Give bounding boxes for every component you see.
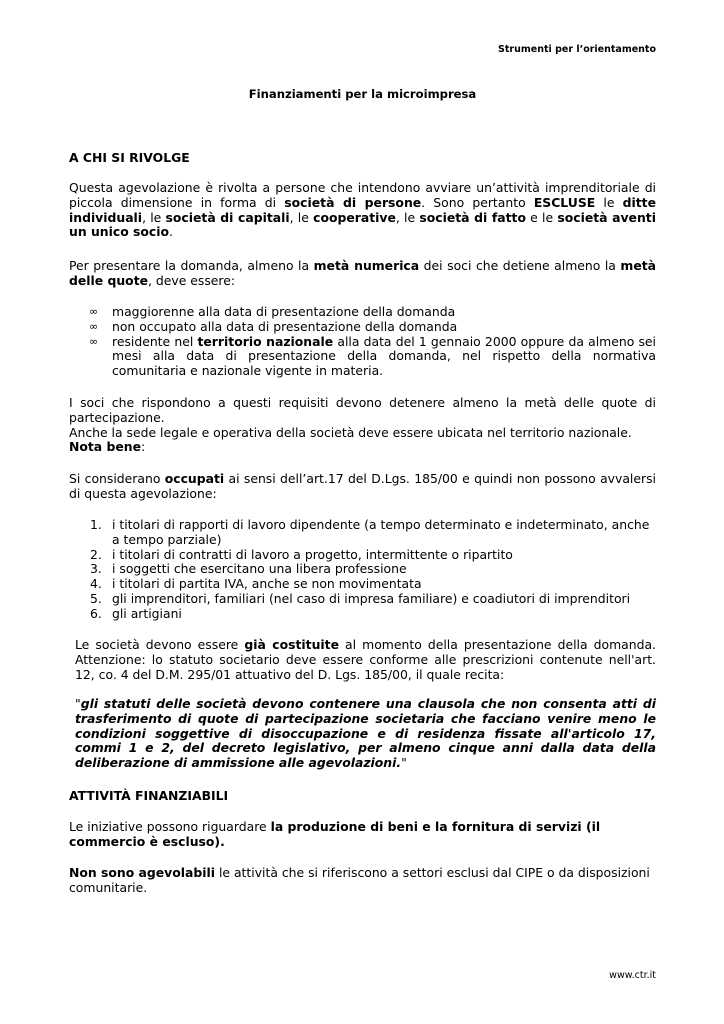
bold-text: ditte individuali: [69, 194, 656, 225]
list-number: 3.: [90, 561, 102, 577]
text-run: residente nel: [112, 333, 198, 349]
bold-text: cooperative: [313, 209, 396, 225]
list-item-text: i titolari di contratti di lavoro a progetto, intermittente o ripartito: [112, 546, 513, 562]
paragraph-occupati: [69, 472, 656, 502]
bold-text: territorio nazionale: [197, 333, 334, 349]
text-run: Si considerano: [69, 471, 165, 486]
section-heading-attivita-finanziabili: ATTIVITÀ FINANZIABILI: [69, 788, 229, 803]
nota-bene-label: Nota bene: [69, 439, 141, 455]
list-item: [90, 517, 656, 548]
bold-text: Non sono agevolabili: [69, 865, 215, 880]
text-run: maggiorenne alla data di presentazione della domanda: [112, 304, 456, 319]
text-run: le attività che si riferiscono a settori esclusi dal CIPE o da disposizioni comunitarie.: [69, 865, 650, 895]
paragraph-intro: [69, 181, 656, 240]
nota-bene: Nota bene:: [69, 439, 146, 455]
paragraph-iniziative: [69, 820, 656, 850]
list-item: [89, 304, 656, 320]
text-run: Le società devono essere: [75, 637, 245, 652]
list-item: [90, 561, 656, 577]
paragraph-requirements: [69, 259, 656, 289]
text-line: Anche la sede legale e operativa della società deve essere ubicata nel territorio nazionale.: [69, 424, 632, 440]
list-number: 6.: [90, 605, 102, 621]
text-run: , le: [142, 209, 166, 225]
text-run: , le: [395, 209, 420, 225]
list-item: [90, 576, 656, 592]
list-item: [90, 605, 656, 622]
running-header: Strumenti per l’orientamento: [498, 44, 656, 55]
list-item: [90, 546, 656, 563]
list-number: 2.: [90, 546, 102, 562]
text-line: I soci che rispondono a questi requisiti devono detenere almeno la metà delle quote di partecipazione.: [69, 395, 656, 425]
list-item: [90, 590, 656, 607]
list-item-text: i titolari di rapporti di lavoro dipendente (a tempo determinato e indeterminato, anche a tempo parziale): [112, 517, 650, 547]
text-run: le: [595, 194, 623, 210]
bold-text: metà numerica: [313, 258, 420, 273]
list-item: [89, 318, 656, 335]
paragraph-non-agevolabili: [69, 866, 656, 896]
bold-text: società di persone: [284, 194, 422, 210]
infinity-bullet-icon: ∞: [89, 319, 99, 333]
list-number: 5.: [90, 590, 102, 606]
text-run: , le: [289, 209, 314, 225]
text-run: alla data del 1 gennaio 2000 oppure da almeno sei mesi alla data di presentazione della domanda, nel rispetto della normativa comunitaria e nazionale vigente in materia.: [112, 333, 657, 379]
text-run: non occupato alla data di presentazione della domanda: [112, 318, 458, 334]
text-run: Questa agevolazione è rivolta a persone che intendono avviare un’attività imprenditoriale di piccola dimensione in forma di: [69, 180, 656, 210]
infinity-bullet-icon: ∞: [89, 334, 99, 348]
text-run: . Sono pertanto: [421, 194, 534, 210]
paragraph-shareholders: [69, 396, 656, 455]
occupati-list: [69, 518, 656, 622]
bold-text: società di fatto: [419, 209, 526, 225]
text-run: , deve essere:: [148, 272, 236, 288]
text-run: dei soci che detiene almeno la: [419, 258, 621, 273]
list-item: [89, 333, 657, 379]
bold-text: già costituite: [244, 637, 339, 652]
list-item-text: gli imprenditori, familiari (nel caso di impresa familiare) e coadiutori di imprenditori: [112, 590, 631, 606]
bold-text: occupati: [164, 471, 225, 486]
requirements-list: [69, 305, 656, 379]
footer-url: www.ctr.it: [609, 970, 656, 981]
statute-quote: "gli statuti delle società devono contenere una clausola che non consenta atti di trasferimento di quote di partecipazione societaria che facciano venire meno le condizioni soggettive di disoccupazione e di residenza fissate all'articolo 17, commi 1 e 2, del decreto legislativo, per almeno cinque anni dalla data della deliberazione di ammissione alle agevolazioni.": [75, 696, 656, 771]
list-item-text: i soggetti che esercitano una libera professione: [112, 561, 407, 577]
bold-text: la produzione di beni e la fornitura di servizi (il commercio è escluso).: [69, 819, 601, 849]
list-number: 4.: [90, 576, 102, 592]
section-heading-a-chi-si-rivolge: A CHI SI RIVOLGE: [69, 150, 190, 165]
document-title: Finanziamenti per la microimpresa: [248, 87, 477, 101]
bold-text: società di capitali: [165, 209, 290, 225]
text-run: ai sensi dell’art.17 del D.Lgs. 185/00 e quindi non possono avvalersi di questa agevolazione:: [69, 471, 656, 501]
bold-text: ESCLUSE: [533, 194, 596, 210]
list-item-text: i titolari di partita IVA, anche se non movimentata: [112, 576, 422, 592]
paragraph-societa: [75, 638, 656, 682]
bold-text: società aventi un unico socio: [69, 209, 656, 240]
list-number: 1.: [90, 517, 102, 532]
text-run: Per presentare la domanda, almeno la: [69, 258, 314, 273]
bold-text: metà delle quote: [69, 258, 657, 288]
text-run: al momento della presentazione della domanda. Attenzione: lo statuto societario deve essere conforme alle prescrizioni contenute nell'art. 12, co. 4 del D.M. 295/01 attuativo del D. Lgs. 185/00, il quale recita:: [75, 637, 656, 682]
text-run: e le: [525, 209, 558, 225]
list-item-text: gli artigiani: [112, 605, 182, 621]
text-run: .: [169, 224, 173, 240]
infinity-bullet-icon: ∞: [89, 305, 99, 318]
text-run: Le iniziative possono riguardare: [69, 819, 271, 834]
